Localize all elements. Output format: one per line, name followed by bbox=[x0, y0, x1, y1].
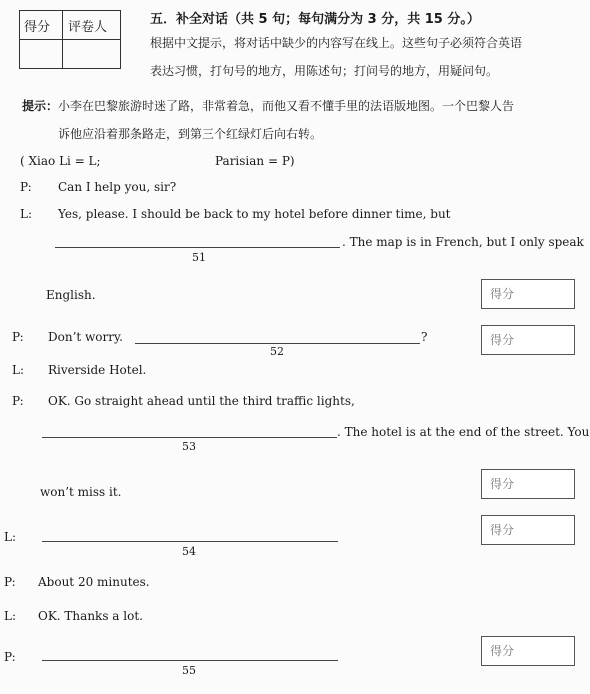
speaker-label: L: bbox=[12, 363, 25, 377]
dialogue-text: . The hotel is at the end of the street. You bbox=[337, 425, 590, 439]
score-box bbox=[481, 636, 575, 666]
speaker-label: L: bbox=[4, 530, 17, 544]
answer-blank-55[interactable] bbox=[42, 660, 338, 661]
answer-blank-51[interactable] bbox=[55, 247, 340, 248]
score-header: 得分 bbox=[24, 20, 51, 35]
speaker-label: L: bbox=[20, 207, 33, 221]
role-xiaoli: ( Xiao Li = L; bbox=[20, 154, 101, 168]
score-box-label: 得分 bbox=[490, 287, 515, 301]
hint-line-1 bbox=[22, 97, 514, 114]
dialogue-text-end: ? bbox=[421, 330, 428, 344]
score-box bbox=[481, 469, 575, 499]
dialogue-text: About 20 minutes. bbox=[38, 575, 150, 589]
score-box-label: 得分 bbox=[490, 477, 515, 491]
score-table bbox=[19, 10, 121, 69]
instruction-line-2: 表达习惯，打句号的地方，用陈述句；打问号的地方，用疑问句。 bbox=[150, 64, 499, 78]
speaker-label: P: bbox=[12, 330, 24, 344]
blank-number: 52 bbox=[270, 345, 284, 358]
dialogue-text: Riverside Hotel. bbox=[48, 363, 147, 377]
blank-number: 53 bbox=[182, 440, 196, 453]
hint-line-2: 诉他应沿着那条路走，到第三个红绿灯后向右转。 bbox=[58, 127, 323, 141]
hint-text-1: 小李在巴黎旅游时迷了路，非常着急，而他又看不懂手里的法语版地图。一个巴黎人告 bbox=[58, 99, 515, 113]
score-box-label: 得分 bbox=[490, 644, 515, 658]
section-title bbox=[150, 8, 480, 27]
score-box-label: 得分 bbox=[490, 333, 515, 347]
score-box bbox=[481, 279, 575, 309]
dialogue-text: OK. Thanks a lot. bbox=[38, 609, 143, 623]
dialogue-text: OK. Go straight ahead until the third traffic lights, bbox=[48, 394, 355, 408]
score-box bbox=[481, 515, 575, 545]
blank-number: 55 bbox=[182, 664, 196, 677]
blank-number: 51 bbox=[192, 251, 206, 264]
dialogue-text: Don’t worry. bbox=[48, 330, 123, 344]
speaker-label: P: bbox=[4, 650, 16, 664]
speaker-label: L: bbox=[4, 609, 17, 623]
answer-blank-52[interactable] bbox=[135, 343, 420, 344]
grader-header: 评卷人 bbox=[68, 20, 108, 35]
answer-blank-53[interactable] bbox=[42, 437, 337, 438]
speaker-label: P: bbox=[20, 180, 32, 194]
dialogue-text: Can I help you, sir? bbox=[58, 180, 177, 194]
answer-blank-54[interactable] bbox=[42, 541, 338, 542]
role-parisian: Parisian = P) bbox=[215, 154, 295, 168]
score-box-label: 得分 bbox=[490, 523, 515, 537]
section-title-detail: （共 5 句；每句满分为 3 分，共 15 分。） bbox=[228, 12, 480, 27]
section-title-text: 五．补全对话 bbox=[150, 12, 229, 27]
hint-label: 提示： bbox=[22, 99, 59, 113]
table-divider bbox=[20, 39, 120, 40]
dialogue-text: . The map is in French, but I only speak bbox=[342, 235, 584, 249]
instruction-line-1: 根据中文提示，将对话中缺少的内容写在线上。这些句子必须符合英语 bbox=[150, 36, 523, 50]
blank-number: 54 bbox=[182, 545, 196, 558]
dialogue-text: Yes, please. I should be back to my hotel before dinner time, but bbox=[58, 207, 451, 221]
dialogue-text: English. bbox=[46, 288, 96, 302]
score-box bbox=[481, 325, 575, 355]
speaker-label: P: bbox=[12, 394, 24, 408]
dialogue-text: won’t miss it. bbox=[40, 485, 122, 499]
speaker-label: P: bbox=[4, 575, 16, 589]
